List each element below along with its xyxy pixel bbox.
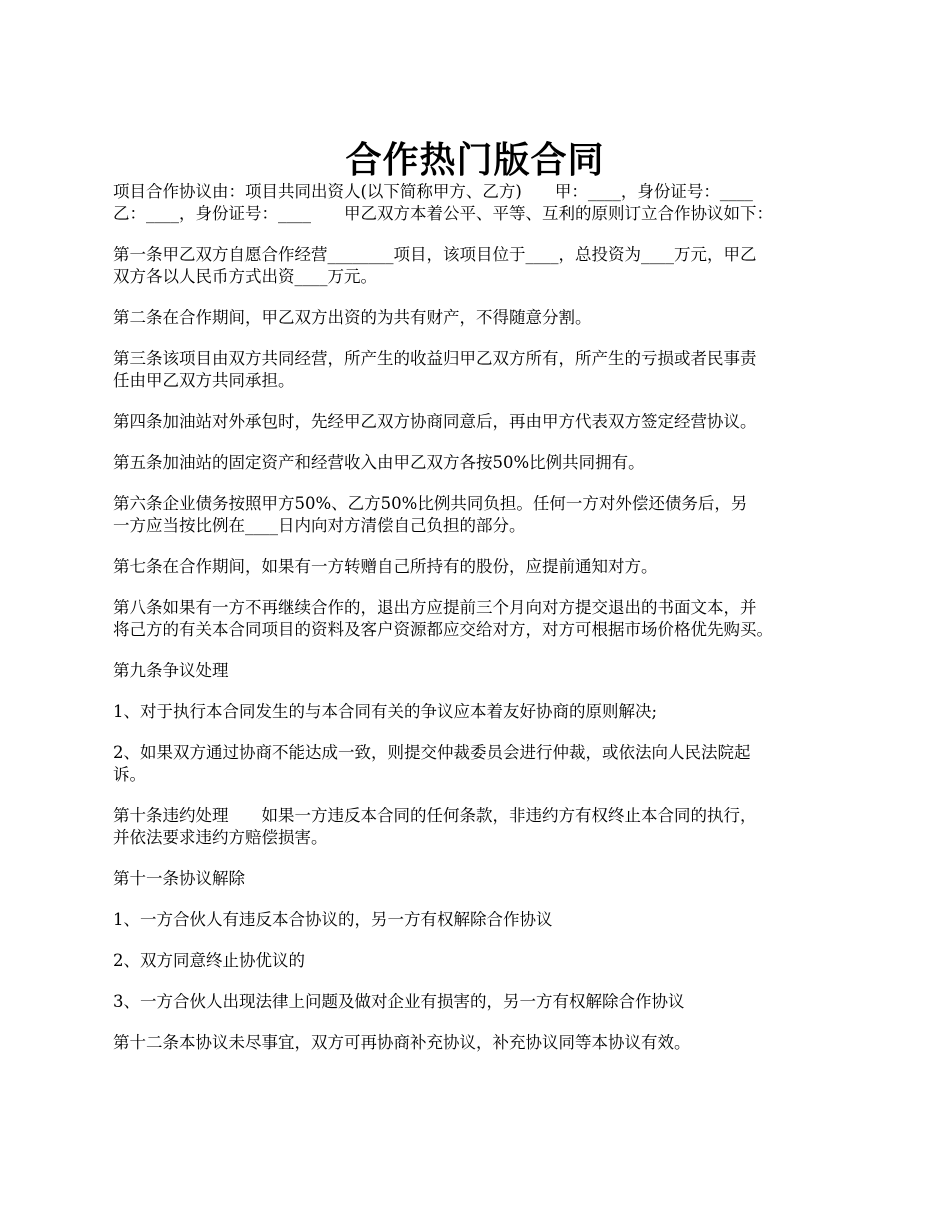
contract-paragraph	[113, 701, 853, 723]
paragraph-line: 2、双方同意终止协优议的	[113, 951, 305, 970]
paragraph-line: 第一条甲乙双方自愿合作经营________项目，该项目位于____，总投资为____万元，甲乙	[113, 245, 757, 264]
contract-paragraph	[113, 307, 853, 329]
paragraph-line: 1、一方合伙人有违反本合协议的，另一方有权解除合作协议	[113, 910, 553, 929]
paragraph-line: 并依法要求违约方赔偿损害。	[113, 828, 328, 847]
paragraph-line: 第二条在合作期间，甲乙双方出资的为共有财产，不得随意分割。	[113, 308, 592, 327]
paragraph-line: 第七条在合作期间，如果有一方转赠自己所持有的股份，应提前通知对方。	[113, 557, 658, 576]
paragraph-line: 诉。	[113, 765, 146, 784]
contract-paragraph	[113, 991, 853, 1013]
paragraph-line: 将己方的有关本合同项目的资料及客户资源都应交给对方，对方可根据市场价格优先购买。	[113, 620, 773, 639]
contract-paragraph	[113, 348, 853, 392]
paragraph-line: 项目合作协议由：项目共同出资人(以下简称甲方、乙方) 甲：____，身份证号：____	[113, 182, 753, 201]
contract-paragraph	[113, 868, 853, 890]
contract-paragraph	[113, 493, 853, 537]
contract-paragraph	[113, 805, 853, 849]
paragraph-line: 第六条企业债务按照甲方50%、乙方50%比例共同负担。任何一方对外偿还债务后，另	[113, 494, 748, 513]
document-title: 合作热门版合同	[345, 139, 605, 182]
contract-paragraph	[113, 556, 853, 578]
paragraph-line: 双方各以人民币方式出资____万元。	[113, 267, 377, 286]
paragraph-line: 乙：____，身份证号：____ 甲乙双方本着公平、平等、互利的原则订立合作协议如下：	[113, 204, 773, 223]
paragraph-line: 第八条如果有一方不再继续合作的，退出方应提前三个月向对方提交退出的书面文本，并	[113, 598, 757, 617]
contract-paragraph	[113, 452, 853, 474]
contract-paragraph	[113, 181, 853, 225]
paragraph-line: 第四条加油站对外承包时，先经甲乙双方协商同意后，再由甲方代表双方签定经营协议。	[113, 412, 757, 431]
paragraph-line: 第九条争议处理	[113, 661, 229, 680]
contract-paragraph	[113, 950, 853, 972]
paragraph-line: 第十一条协议解除	[113, 869, 245, 888]
contract-paragraph	[113, 660, 853, 682]
contract-paragraph	[113, 742, 853, 786]
paragraph-line: 1、对于执行本合同发生的与本合同有关的争议应本着友好协商的原则解决;	[113, 702, 658, 721]
paragraph-line: 第十二条本协议未尽事宜，双方可再协商补充协议，补充协议同等本协议有效。	[113, 1033, 691, 1052]
paragraph-line: 一方应当按比例在____日内向对方清偿自己负担的部分。	[113, 516, 526, 535]
document-body	[113, 181, 853, 1073]
contract-paragraph	[113, 909, 853, 931]
paragraph-line: 第十条违约处理 如果一方违反本合同的任何条款，非违约方有权终止本合同的执行，	[113, 806, 757, 825]
paragraph-line: 任由甲乙双方共同承担。	[113, 371, 295, 390]
paragraph-line: 第五条加油站的固定资产和经营收入由甲乙双方各按50%比例共同拥有。	[113, 453, 645, 472]
paragraph-line: 3、一方合伙人出现法律上问题及做对企业有损害的，另一方有权解除合作协议	[113, 992, 685, 1011]
contract-paragraph	[113, 1032, 853, 1054]
contract-paragraph	[113, 411, 853, 433]
paragraph-line: 2、如果双方通过协商不能达成一致，则提交仲裁委员会进行仲裁，或依法向人民法院起	[113, 743, 751, 762]
contract-paragraph	[113, 597, 853, 641]
contract-paragraph	[113, 244, 853, 288]
paragraph-line: 第三条该项目由双方共同经营，所产生的收益归甲乙双方所有，所产生的亏损或者民事责	[113, 349, 757, 368]
